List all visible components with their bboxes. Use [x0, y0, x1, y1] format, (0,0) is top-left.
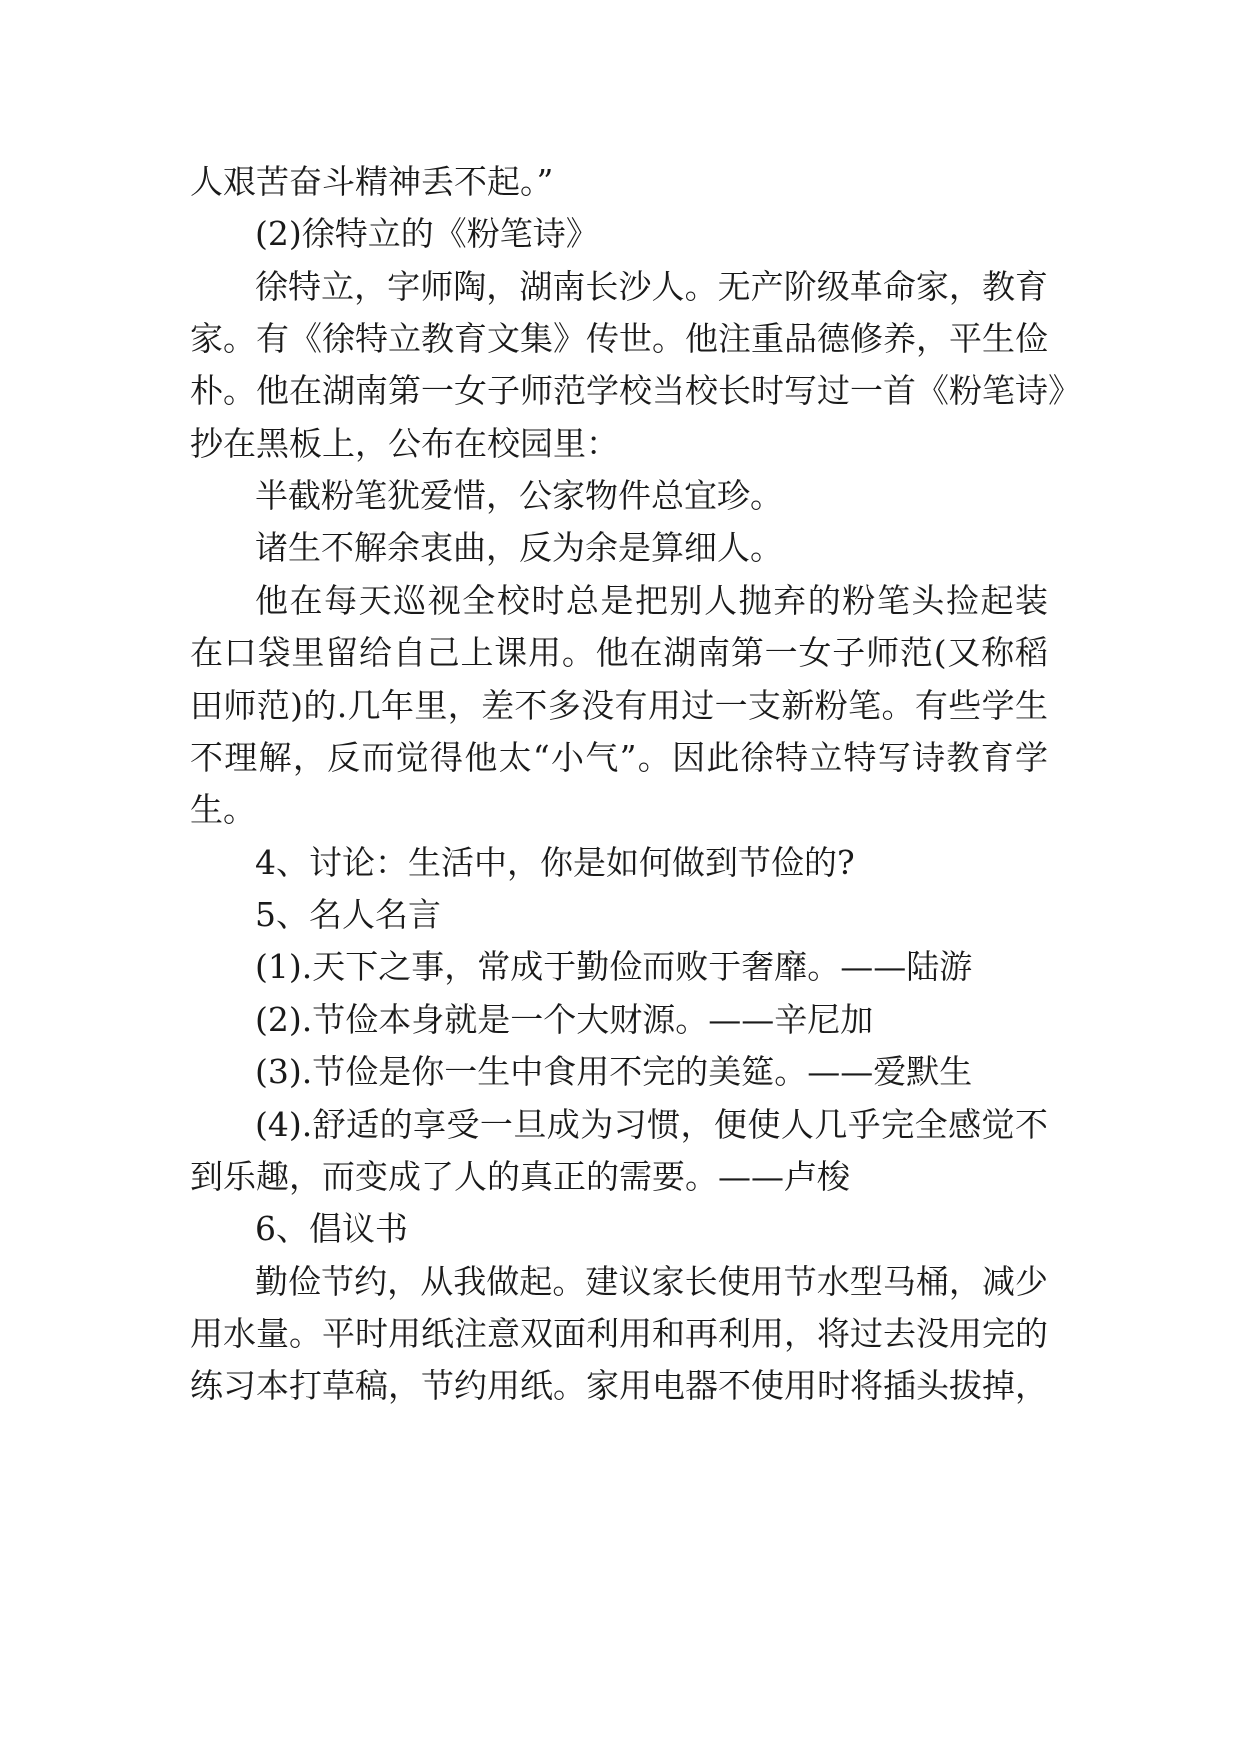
section-heading: 5、名人名言 [255, 895, 441, 934]
quote-line: (2).节俭本身就是一个大财源。——辛尼加 [255, 1000, 874, 1039]
section-heading: 6、倡议书 [255, 1209, 408, 1248]
quote-line: (4).舒适的享受一旦成为习惯，便使人几乎完全感觉不 [255, 1105, 1048, 1144]
text-line: 用水量。平时用纸注意双面利用和再利用，将过去没用完的 [190, 1314, 1048, 1353]
text-line: 朴。他在湖南第一女子师范学校当校长时写过一首《粉笔诗》 [190, 371, 1081, 410]
text-line: 家。有《徐特立教育文集》传世。他注重品德修养，平生俭 [190, 319, 1048, 358]
text-line: 田师范)的.几年里，差不多没有用过一支新粉笔。有些学生 [190, 686, 1048, 725]
text-line: 不理解，反而觉得他太“小气”。因此徐特立特写诗教育学 [190, 738, 1048, 777]
text-line: 生。 [190, 790, 256, 829]
section-heading: 4、讨论：生活中，你是如何做到节俭的? [255, 843, 855, 882]
text-line: 勤俭节约，从我做起。建议家长使用节水型马桶，减少 [255, 1262, 1048, 1301]
text-line: 抄在黑板上，公布在校园里： [190, 424, 619, 463]
poem-line: 诸生不解余衷曲，反为余是算细人。 [255, 528, 783, 567]
quote-line: 到乐趣，而变成了人的真正的需要。——卢梭 [190, 1157, 850, 1196]
section-heading: (2)徐特立的《粉笔诗》 [255, 214, 599, 253]
text-line: 在口袋里留给自己上课用。他在湖南第一女子师范(又称稻 [190, 633, 1048, 672]
quote-line: (3).节俭是你一生中食用不完的美筵。——爱默生 [255, 1052, 973, 1091]
text-line: 徐特立，字师陶，湖南长沙人。无产阶级革命家，教育 [255, 267, 1048, 306]
poem-line: 半截粉笔犹爱惜，公家物件总宜珍。 [255, 476, 783, 515]
text-line: 练习本打草稿，节约用纸。家用电器不使用时将插头拔掉， [190, 1366, 1048, 1405]
text-line: 他在每天巡视全校时总是把别人抛弃的粉笔头捡起装 [255, 581, 1048, 620]
text-line: 人艰苦奋斗精神丢不起。” [190, 162, 554, 201]
quote-line: (1).天下之事，常成于勤俭而败于奢靡。——陆游 [255, 947, 973, 986]
